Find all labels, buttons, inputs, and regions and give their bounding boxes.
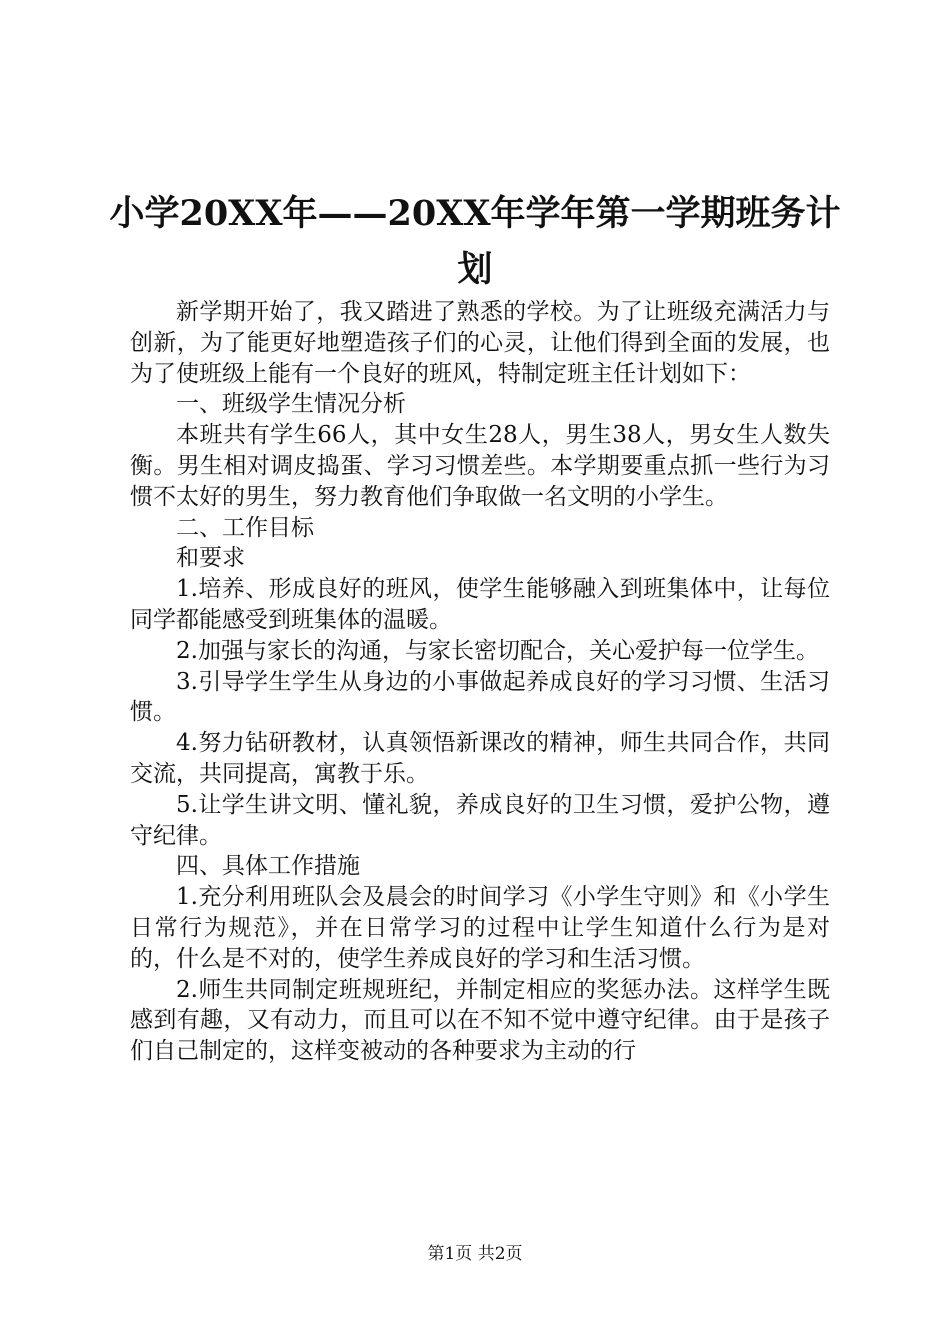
document-body [130,297,830,1067]
measure-item-2: 2.师生共同制定班规班纪，并制定相应的奖惩办法。这样学生既感到有趣，又有动力，而且可以在不知不觉中遵守纪律。由于是孩子们自己制定的，这样变被动的各种要求为主动的行 [130,976,830,1065]
heading-measures: 四、具体工作措施 [176,853,360,880]
paragraph-class-analysis: 本班共有学生66人，其中女生28人，男生38人，男女生人数失衡。男生相对调皮捣蛋、学习习惯差些。本学期要重点抓一些行为习惯不太好的男生，努力教育他们争取做一名文明的小学生。 [130,422,830,510]
heading-requirements: 和要求 [176,545,245,572]
heading-work-goals: 二、工作目标 [176,514,314,541]
measure-item-1: 1.充分利用班队会及晨会的时间学习《小学生守则》和《小学生日常行为规范》，并在日常学习的过程中让学生知道什么行为是对的，什么是不对的，使学生养成良好的学习和生活习惯。 [130,884,830,972]
goal-item-2: 2.加强与家长的沟通，与家长密切配合，关心爱护每一位学生。 [176,637,819,664]
page-footer: 第1页 共2页 [427,1244,523,1264]
paragraph-intro: 新学期开始了，我又踏进了熟悉的学校。为了让班级充满活力与创新，为了能更好地塑造孩子们的心灵，让他们得到全面的发展，也为了使班级上能有一个良好的班风，特制定班主任计划如下： [130,299,830,387]
heading-class-analysis: 一、班级学生情况分析 [176,391,406,418]
goal-item-4: 4.努力钻研教材，认真领悟新课改的精神，师生共同合作，共同交流，共同提高，寓教于乐。 [130,730,830,787]
goal-item-1: 1.培养、形成良好的班风，使学生能够融入到班集体中，让每位同学都能感受到班集体的温暖。 [130,576,830,633]
goal-item-5: 5.让学生讲文明、懂礼貌，养成良好的卫生习惯，爱护公物，遵守纪律。 [130,791,830,849]
goal-item-3: 3.引导学生学生从身边的小事做起养成良好的学习习惯、生活习惯。 [130,668,830,726]
document-title: 小学20XX年——20XX年学年第一学期班务计划 [109,193,841,290]
